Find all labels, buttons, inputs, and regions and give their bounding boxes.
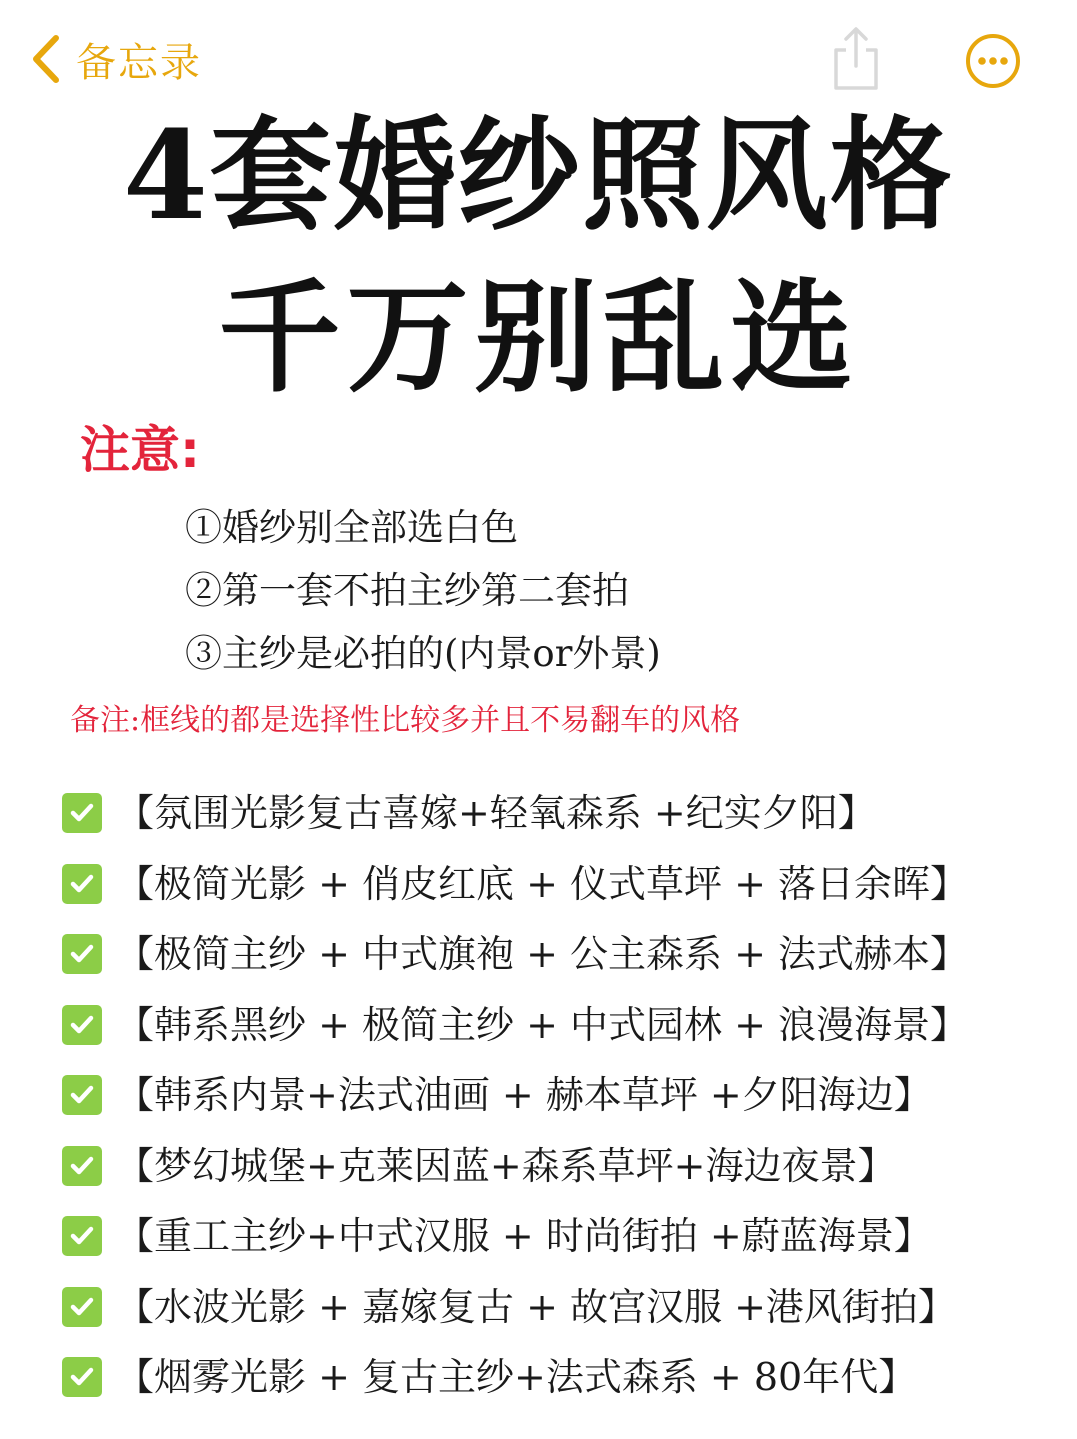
checklist-item-text: 【梦幻城堡+克莱因蓝+森系草坪+海边夜景】 [116,1143,896,1188]
checklist-item [62,919,968,990]
checklist-item-text: 【极简主纱 + 中式旗袍 + 公主森系 + 法式赫本】 [116,932,968,977]
notice-item: ②第一套不拍主纱第二套拍 [185,569,629,612]
back-button[interactable] [30,28,202,90]
page-title-line-1: 4套婚纱照风格 [123,103,954,247]
checklist-item [62,1060,968,1131]
share-icon [828,24,884,92]
checklist-item-text: 【氛围光影复古喜嫁+轻氧森系 +纪实夕阳】 [116,791,876,836]
checklist-item [62,1201,968,1272]
check-icon [62,1075,102,1115]
check-icon [62,1146,102,1186]
checklist-item-text: 【水波光影 + 嘉嫁复古 + 故宫汉服 +港风街拍】 [116,1284,956,1329]
check-icon [62,864,102,904]
checklist-item [62,849,968,920]
notice-heading: 注意: [80,421,200,479]
checklist-item-text: 【烟雾光影 + 复古主纱+法式森系 + 80年代】 [116,1355,917,1400]
more-icon [965,33,1021,89]
check-icon [62,1287,102,1327]
check-icon [62,1216,102,1256]
checklist-item [62,1342,968,1413]
share-button[interactable] [828,24,884,92]
notice-item: ③主纱是必拍的(内景or外景) [185,632,661,675]
remark-text: 备注:框线的都是选择性比较多并且不易翻车的风格 [70,703,741,738]
check-icon [62,1005,102,1045]
checklist-item [62,990,968,1061]
chevron-left-icon [30,34,62,84]
page-title-line-2: 千万别乱选 [218,265,859,409]
checklist-item [62,1131,968,1202]
checklist-item-text: 【韩系黑纱 + 极简主纱 + 中式园林 + 浪漫海景】 [116,1002,968,1047]
notice-item: ①婚纱别全部选白色 [185,506,518,549]
check-icon [62,934,102,974]
style-checklist [62,778,968,1413]
checklist-item-text: 【重工主纱+中式汉服 + 时尚街拍 +蔚蓝海景】 [116,1214,932,1259]
check-icon [62,793,102,833]
check-icon [62,1357,102,1397]
more-button[interactable] [965,33,1021,89]
checklist-item-text: 【极简光影 + 俏皮红底 + 仪式草坪 + 落日余晖】 [116,861,968,906]
checklist-item [62,778,968,849]
back-label: 备忘录 [76,39,202,86]
checklist-item-text: 【韩系内景+法式油画 + 赫本草坪 +夕阳海边】 [116,1073,932,1118]
checklist-item [62,1272,968,1343]
notice-list [185,496,661,685]
